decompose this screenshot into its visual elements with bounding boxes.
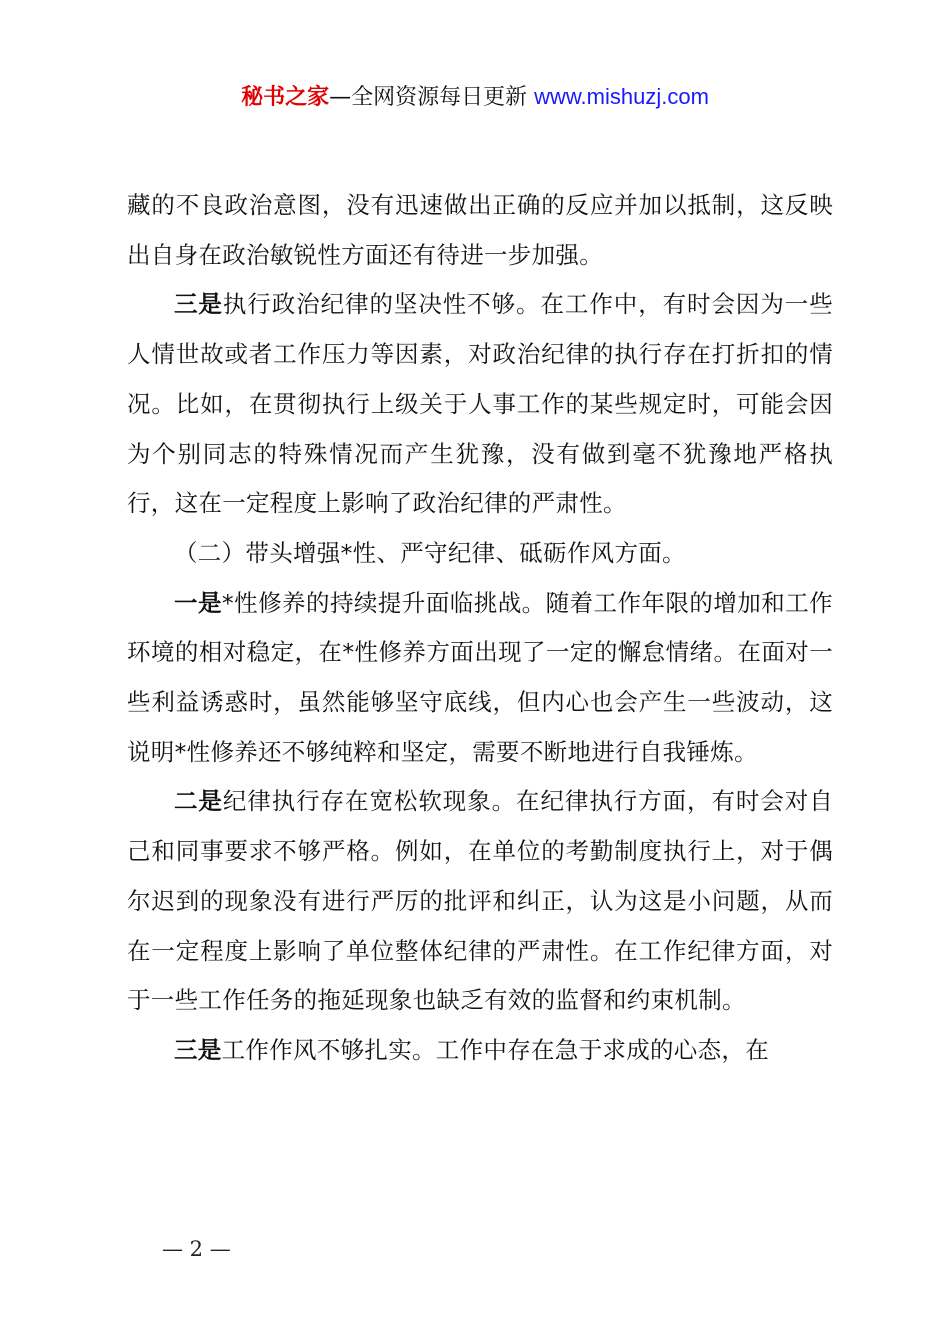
paragraph-point-one: [127, 579, 833, 778]
paragraph-text: 工作作风不够扎实。工作中存在急于求成的心态，在: [221, 1035, 770, 1064]
paragraph-lead: 三是: [174, 290, 223, 319]
section-heading-text: （二）带头增强*性、严守纪律、砥砺作风方面。: [174, 538, 686, 567]
document-body: [127, 181, 833, 1076]
paragraph-continuation: [127, 181, 833, 280]
paragraph-text: *性修养的持续提升面临挑战。随着工作年限的增加和工作环境的相对稳定，在*性修养方面出现了一定的懈怠情绪。在面对一些利益诱惑时，虽然能够坚守底线，但内心也会产生一些波动，这说明*性修养还不够纯粹和坚定，需要不断地进行自我锤炼。: [127, 588, 833, 766]
paragraph-point-three: [127, 280, 833, 529]
paragraph-text: 藏的不良政治意图，没有迅速做出正确的反应并加以抵制，这反映出自身在政治敏锐性方面还有待进一步加强。: [127, 191, 833, 269]
paragraph-text: 纪律执行存在宽松软现象。在纪律执行方面，有时会对自己和同事要求不够严格。例如，在单位的考勤制度执行上，对于偶尔迟到的现象没有进行严厉的批评和纠正，认为这是小问题，从而在一定程度上影响了单位整体纪律的严肃性。在工作纪律方面，对于一些工作任务的拖延现象也缺乏有效的监督和约束机制。: [127, 787, 834, 1015]
section-heading: [127, 529, 833, 579]
paragraph-lead: 二是: [174, 787, 223, 816]
paragraph-lead: 三是: [174, 1035, 222, 1064]
paragraph-lead: 一是: [174, 588, 222, 617]
site-url-link[interactable]: www.mishuzj.com: [534, 84, 709, 109]
paragraph-point-three-b: [127, 1026, 833, 1076]
site-header: [0, 80, 950, 111]
page-number: — 2 —: [162, 1237, 231, 1261]
site-brand: 秘书之家: [241, 85, 330, 110]
paragraph-text: 执行政治纪律的坚决性不够。在工作中，有时会因为一些人情世故或者工作压力等因素，对政治纪律的执行存在打折扣的情况。比如，在贯彻执行上级关于人事工作的某些规定时，可能会因为个别同志的特殊情况而产生犹豫，没有做到毫不犹豫地严格执行，这在一定程度上影响了政治纪律的严肃性。: [127, 290, 834, 518]
site-tagline: —全网资源每日更新: [329, 85, 535, 110]
paragraph-point-two: [127, 777, 833, 1026]
